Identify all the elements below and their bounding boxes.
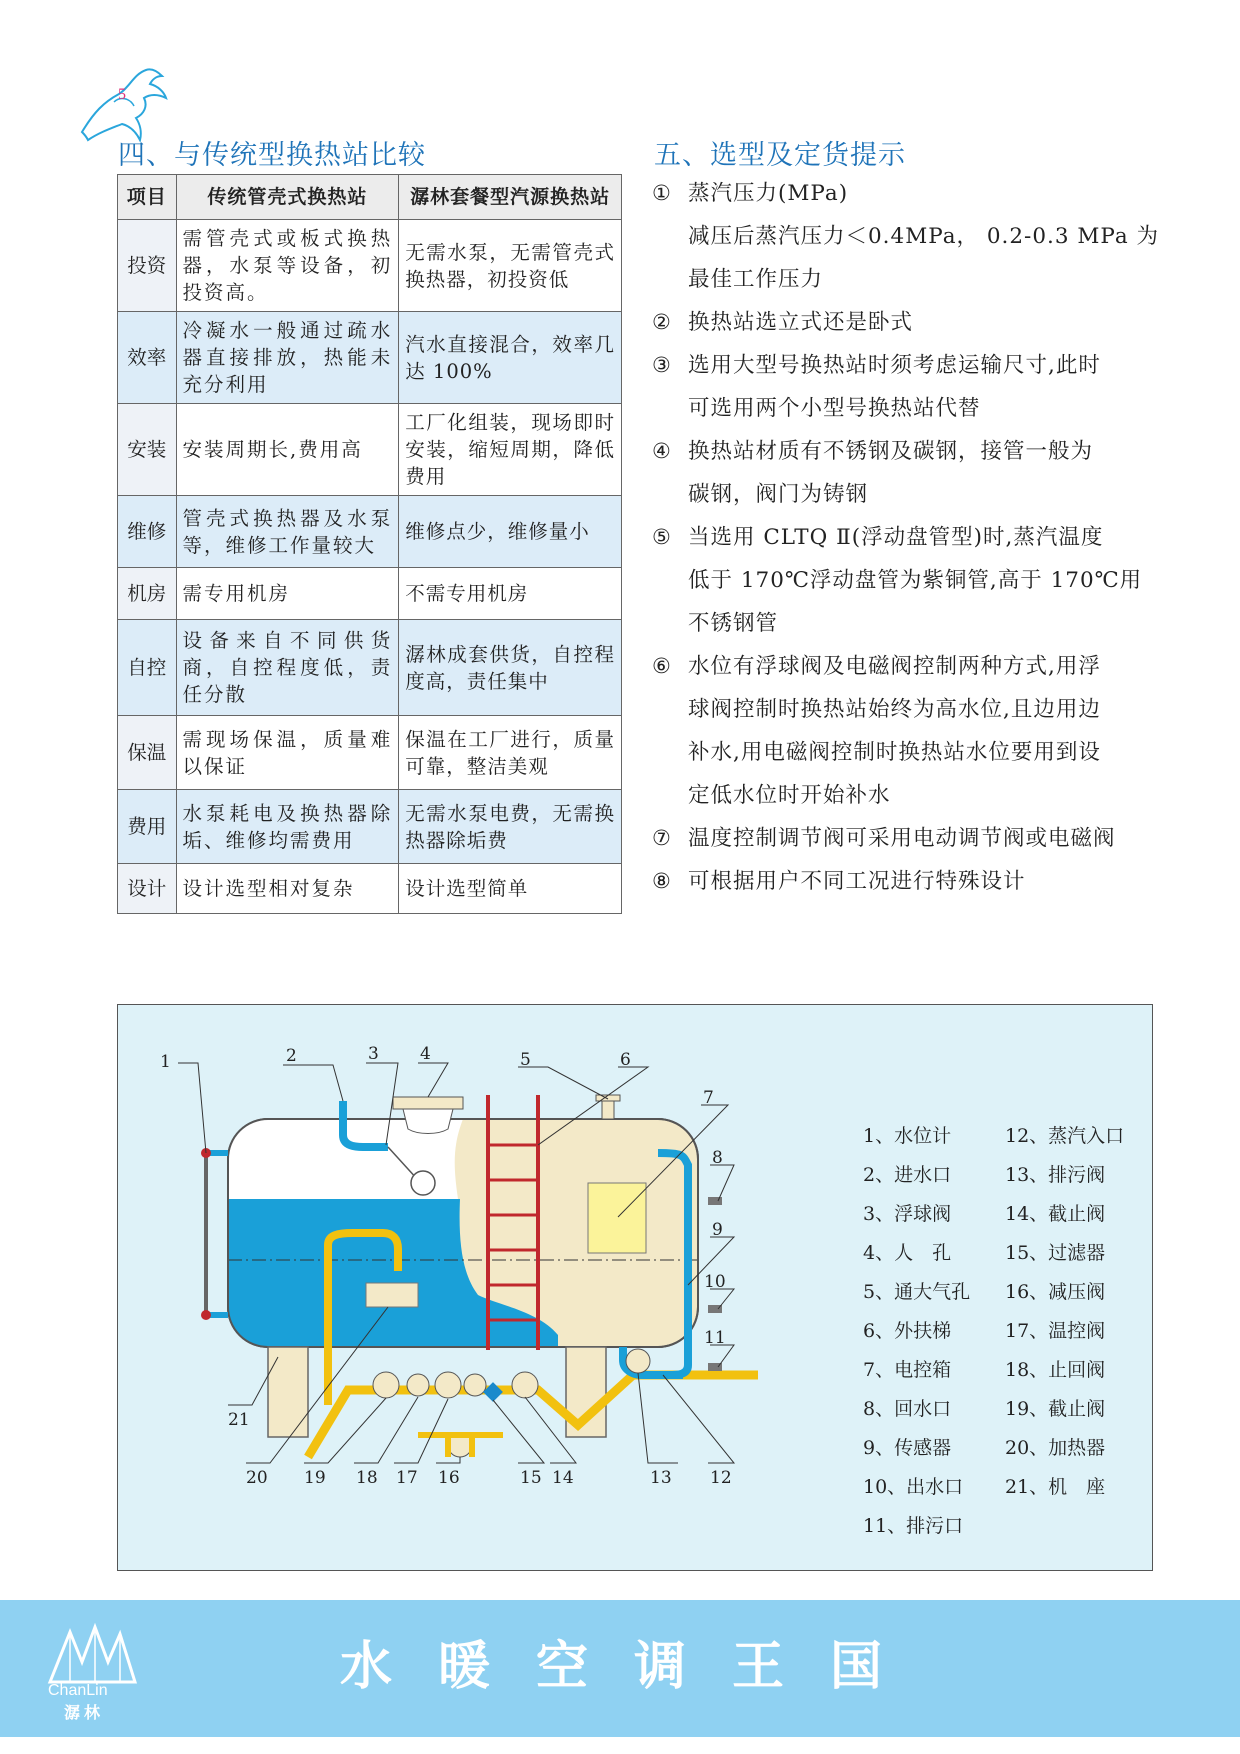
table-row — [118, 220, 622, 312]
row-item: 自控 — [118, 620, 177, 716]
row-item: 保温 — [118, 716, 177, 790]
legend-column-right — [1005, 1117, 1145, 1507]
tip-line: 换热站选立式还是卧式 — [688, 310, 914, 335]
section-title-ordering-tips: 五、选型及定货提示 — [654, 140, 906, 171]
legend-item: 6、外扶梯 — [863, 1320, 952, 1342]
temperature-valve-17-icon — [435, 1372, 461, 1398]
tip-item — [652, 301, 1162, 344]
callout-18: 18 — [356, 1468, 378, 1488]
row-chanlin: 无需水泵，无需管壳式换热器，初投资低 — [399, 220, 622, 312]
tip-line: 换热站材质有不锈钢及碳钢，接管一般为 — [688, 439, 1094, 464]
tank-base-left — [268, 1347, 308, 1437]
table-row — [118, 404, 622, 496]
leader-2 — [283, 1065, 343, 1101]
legend-item: 20、加热器 — [1005, 1437, 1106, 1459]
callout-5: 5 — [520, 1050, 531, 1070]
row-traditional: 水泵耗电及换热器除垢、维修均需费用 — [176, 790, 399, 864]
legend-item: 7、电控箱 — [863, 1359, 952, 1381]
table-row — [118, 496, 622, 568]
table-row — [118, 716, 622, 790]
legend-item: 3、浮球阀 — [863, 1203, 952, 1225]
table-header-row — [118, 175, 622, 220]
shutoff-valve-19-icon — [373, 1372, 399, 1398]
row-item: 费用 — [118, 790, 177, 864]
heater-head — [366, 1283, 418, 1307]
valve-icon — [464, 1374, 486, 1396]
callout-6: 6 — [620, 1050, 631, 1070]
row-item: 机房 — [118, 568, 177, 620]
row-chanlin: 无需水泵电费，无需换热器除垢费 — [399, 790, 622, 864]
legend-item: 13、排污阀 — [1005, 1164, 1106, 1186]
row-traditional: 设备来自不同供货商，自控程度低，责任分散 — [176, 620, 399, 716]
callout-13: 13 — [650, 1468, 672, 1488]
brand-name-latin: ChanLin — [48, 1682, 108, 1699]
leader-12 — [663, 1375, 734, 1463]
leader-1 — [178, 1063, 206, 1153]
tip-item — [652, 344, 1162, 430]
tip-line: 减压后蒸汽压力＜0.4MPa， 0.2-0.3 MPa 为 — [688, 224, 1160, 249]
callout-8: 8 — [712, 1148, 723, 1168]
legend-item: 10、出水口 — [863, 1476, 964, 1498]
tip-line: 水位有浮球阀及电磁阀控制两种方式,用浮 — [688, 654, 1101, 679]
row-traditional: 需专用机房 — [176, 568, 399, 620]
leader-5 — [518, 1067, 608, 1099]
legend-item: 16、减压阀 — [1005, 1281, 1106, 1303]
tip-line: 低于 170℃浮动盘管为紫铜管,高于 170℃用 — [688, 568, 1143, 593]
callout-16: 16 — [438, 1468, 460, 1488]
tip-line: 可根据用户不同工况进行特殊设计 — [688, 869, 1026, 894]
header-item: 项目 — [118, 175, 177, 220]
page-number: 5 — [118, 86, 126, 103]
callout-19: 19 — [304, 1468, 326, 1488]
callout-14: 14 — [552, 1468, 574, 1488]
legend-item: 19、截止阀 — [1005, 1398, 1106, 1420]
tip-line: 选用大型号换热站时须考虑运输尺寸,此时 — [688, 353, 1101, 378]
legend-item: 18、止回阀 — [1005, 1359, 1106, 1381]
row-chanlin: 不需专用机房 — [399, 568, 622, 620]
header-chanlin: 潺林套餐型汽源换热站 — [399, 175, 622, 220]
callout-12: 12 — [710, 1468, 732, 1488]
tip-item — [652, 860, 1162, 903]
drain-valve-13-icon — [626, 1349, 650, 1373]
tip-line: 定低水位时开始补水 — [688, 783, 891, 808]
legend-item: 14、截止阀 — [1005, 1203, 1106, 1225]
row-traditional: 需管壳式或板式换热器，水泵等设备，初投资高。 — [176, 220, 399, 312]
tip-item — [652, 817, 1162, 860]
tip-number: ⑦ — [652, 826, 672, 850]
callout-3: 3 — [368, 1044, 379, 1064]
row-chanlin: 保温在工厂进行，质量可靠，整洁美观 — [399, 716, 622, 790]
row-chanlin: 工厂化组装，现场即时安装，缩短周期，降低费用 — [399, 404, 622, 496]
callout-7: 7 — [703, 1088, 714, 1108]
row-traditional: 管壳式换热器及水泵等，维修工作量较大 — [176, 496, 399, 568]
tip-item — [652, 172, 1162, 301]
legend-item: 21、机 座 — [1005, 1476, 1106, 1498]
legend-item: 9、传感器 — [863, 1437, 952, 1459]
tip-number: ④ — [652, 439, 672, 463]
leader-16 — [436, 1457, 460, 1463]
legend-item: 4、人 孔 — [863, 1242, 952, 1264]
vent-pipe — [602, 1099, 614, 1119]
leader-8 — [710, 1165, 734, 1201]
legend-item: 15、过滤器 — [1005, 1242, 1106, 1264]
tip-item — [652, 645, 1162, 817]
callout-1: 1 — [160, 1052, 171, 1072]
callout-15: 15 — [520, 1468, 542, 1488]
manhole-neck — [403, 1109, 453, 1134]
row-chanlin: 设计选型简单 — [399, 864, 622, 914]
footer-slogan: 水暖空调王国 — [340, 1637, 929, 1697]
control-box — [588, 1183, 646, 1253]
tip-number: ③ — [652, 353, 672, 377]
legend-item: 5、通大气孔 — [863, 1281, 971, 1303]
tip-number: ② — [652, 310, 672, 334]
float-ball — [411, 1171, 435, 1195]
ordering-tips-list — [652, 172, 1162, 903]
callout-20: 20 — [246, 1468, 268, 1488]
table-row — [118, 790, 622, 864]
tip-line: 碳钢，阀门为铸钢 — [688, 482, 869, 507]
row-chanlin: 潺林成套供货，自控程度高，责任集中 — [399, 620, 622, 716]
tip-line: 当选用 CLTQ Ⅱ(浮动盘管型)时,蒸汽温度 — [688, 525, 1104, 550]
tip-item — [652, 516, 1162, 645]
legend-column-left — [863, 1117, 1003, 1546]
row-chanlin: 汽水直接混合，效率几达 100% — [399, 312, 622, 404]
leader-18 — [354, 1397, 418, 1463]
callout-11: 11 — [704, 1328, 726, 1348]
header-traditional: 传统管壳式换热站 — [176, 175, 399, 220]
callout-2: 2 — [286, 1046, 297, 1066]
legend-item: 1、水位计 — [863, 1125, 952, 1147]
comparison-table — [117, 174, 622, 914]
return-port-8 — [708, 1197, 722, 1205]
tip-number: ⑧ — [652, 869, 672, 893]
tip-number: ① — [652, 181, 672, 205]
shutoff-valve-14-icon — [512, 1372, 538, 1398]
brand-name-chinese: 潺林 — [64, 1703, 105, 1722]
gauge-valve-bottom — [201, 1310, 211, 1320]
equipment-diagram-panel — [117, 1004, 1153, 1571]
tip-line: 可选用两个小型号换热站代替 — [688, 396, 981, 421]
row-traditional: 安装周期长,费用高 — [176, 404, 399, 496]
tip-number: ⑤ — [652, 525, 672, 549]
callout-17: 17 — [396, 1468, 418, 1488]
tip-line: 补水,用电磁阀控制时换热站水位要用到设 — [688, 740, 1101, 765]
row-item: 维修 — [118, 496, 177, 568]
leader-4 — [418, 1063, 448, 1097]
row-traditional: 设计选型相对复杂 — [176, 864, 399, 914]
row-item: 安装 — [118, 404, 177, 496]
tip-item — [652, 430, 1162, 516]
row-traditional: 需现场保温，质量难以保证 — [176, 716, 399, 790]
section-title-comparison: 四、与传统型换热站比较 — [118, 140, 426, 171]
row-item: 设计 — [118, 864, 177, 914]
callout-21: 21 — [228, 1410, 250, 1430]
row-item: 投资 — [118, 220, 177, 312]
table-row — [118, 568, 622, 620]
legend-item: 8、回水口 — [863, 1398, 952, 1420]
tip-line: 不锈钢管 — [688, 611, 779, 636]
tip-line: 球阀控制时换热站始终为高水位,且边用边 — [688, 697, 1101, 722]
table-row — [118, 864, 622, 914]
row-traditional: 冷凝水一般通过疏水器直接排放，热能未充分利用 — [176, 312, 399, 404]
callout-10: 10 — [704, 1272, 726, 1292]
callout-4: 4 — [420, 1044, 431, 1064]
tip-number: ⑥ — [652, 654, 672, 678]
manhole-flange — [393, 1097, 463, 1109]
row-item: 效率 — [118, 312, 177, 404]
callout-9: 9 — [712, 1220, 723, 1240]
legend-item: 11、排污口 — [863, 1515, 964, 1537]
legend-item: 17、温控阀 — [1005, 1320, 1106, 1342]
leader-17 — [394, 1399, 448, 1463]
tip-line: 蒸汽压力(MPa) — [688, 181, 849, 206]
leader-15 — [493, 1400, 544, 1463]
tip-line: 温度控制调节阀可采用电动调节阀或电磁阀 — [688, 826, 1116, 851]
legend-item: 12、蒸汽入口 — [1005, 1125, 1125, 1147]
table-row — [118, 620, 622, 716]
legend-item: 2、进水口 — [863, 1164, 952, 1186]
tip-line: 最佳工作压力 — [688, 267, 824, 292]
table-row — [118, 312, 622, 404]
leader-19 — [304, 1398, 386, 1463]
check-valve-18-icon — [407, 1374, 429, 1396]
row-chanlin: 维修点少，维修量小 — [399, 496, 622, 568]
